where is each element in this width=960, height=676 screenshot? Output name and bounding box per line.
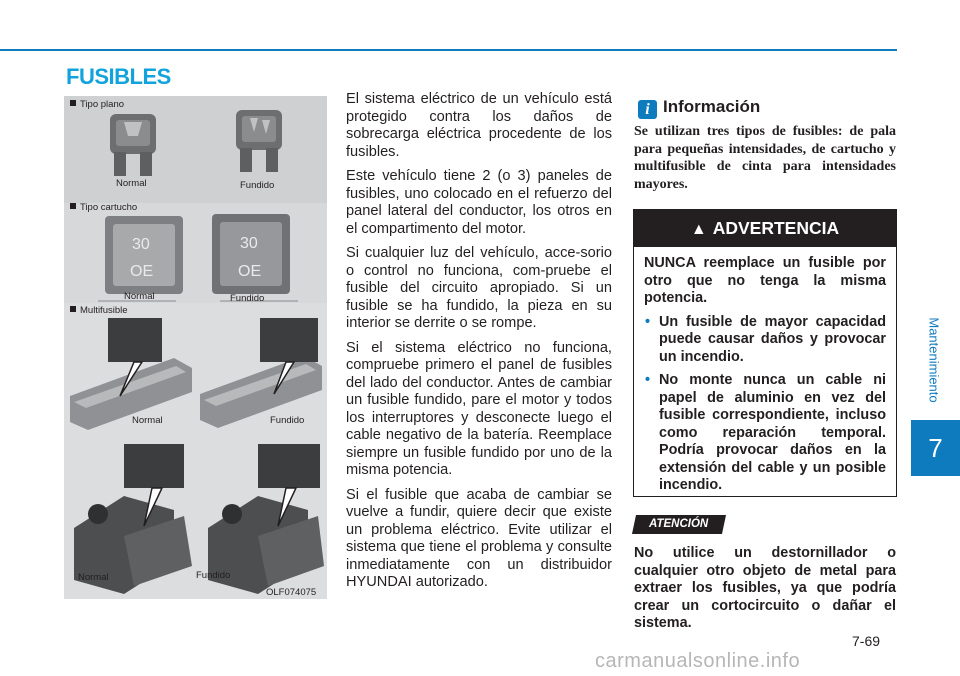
multi-fuse-caption: Multifusible [70, 305, 128, 316]
body-paragraph: Si cualquier luz del vehículo, acce-sorio o control no funciona, com-pruebe el fusible del circuito apropiado. Si un fusible se ha fundido, la pieza en su interior se derrite o se rompe. [346, 245, 612, 331]
caution-text: No utilice un destornillador o cualquier otro objeto de metal para extraer los fusibles, ya que podría crear un cortocircuito o dañar el sistema. [634, 545, 896, 631]
flat-blown-label: Fundido [240, 180, 275, 191]
flat-fuse-blown-icon [236, 110, 282, 172]
svg-text:OE: OE [238, 263, 262, 280]
cartridge-fuse-normal-icon [105, 216, 183, 294]
fuse-types-figure [64, 96, 327, 599]
flat-fuse-normal-icon [110, 114, 156, 176]
warning-box [633, 209, 897, 497]
body-paragraph: Si el sistema eléctrico no funciona, compruebe primero el panel de fusibles del lado del conductor. Antes de cambiar un fusible fundido, pare el motor y todos los interruptores y desconecte luego el cable negativo de la batería. Reemplace siempre un fusible fundido por uno de la misma potencia. [346, 339, 612, 478]
cartridge-normal-label: Normal [124, 291, 155, 302]
cartridge-blown-label: Fundido [230, 293, 265, 304]
chapter-label: Mantenimiento [926, 317, 942, 403]
multi-normal-label: Normal [132, 415, 163, 426]
body-paragraph: El sistema eléctrico de un vehículo está protegido contra los daños de sobrecarga eléctrica procedente de los fusibles. [346, 91, 612, 160]
multi-fuse-blown-icon [200, 318, 322, 428]
header-rule [0, 49, 897, 51]
cartridge-fuse-caption: Tipo cartucho [70, 202, 137, 213]
cartridge-fuse-blown-icon [212, 214, 290, 294]
warning-item: • Un fusible de mayor capacidad puede causar daños y provocar un incendio. [645, 313, 886, 365]
body-paragraph: Si el fusible que acaba de cambiar se vuelve a fundir, quiere decir que existe un problema eléctrico. Evite utilizar el sistema que tiene el problema y consulte inmediatamente con un distribuidor HYUNDAI autorizado. [346, 486, 612, 590]
svg-text:30: 30 [240, 235, 258, 252]
info-text: Se utilizan tres tipos de fusibles: de pala para pequeñas intensidades, de cartucho y multifusible de cinta para intensidades mayores. [634, 124, 896, 192]
multi-blown-label: Fundido [270, 415, 305, 426]
page-title: FUSIBLES [66, 64, 171, 89]
chapter-tab: 7 [911, 420, 960, 476]
warning-triangle-icon: ▲ [690, 221, 707, 238]
block-normal-label: Normal [78, 572, 109, 583]
watermark: carmanualsonline.info [595, 650, 801, 672]
warning-intro: NUNCA reemplace un fusible por otro que no tenga la misma potencia. [644, 255, 886, 306]
flat-normal-label: Normal [116, 178, 147, 189]
fuse-illustrations [64, 96, 327, 599]
figure-code: OLF074075 [266, 587, 317, 598]
svg-text:OE: OE [130, 263, 154, 280]
body-paragraph: Este vehículo tiene 2 (o 3) paneles de fusibles, uno colocado en el refuerzo del panel lateral del conductor, los otros en el compartimento del motor. [346, 168, 612, 237]
svg-text:30: 30 [132, 236, 150, 253]
info-icon: i [638, 100, 657, 119]
warning-item: • No monte nunca un cable ni papel de aluminio en vez del fusible correspondiente, incluso como reparación temporal. Podría provocar daños en la extensión del cable y un posible incendio. [645, 372, 886, 493]
page-number: 7-69 [852, 633, 881, 649]
info-heading: i Información [638, 97, 760, 119]
flat-fuse-caption: Tipo plano [70, 99, 124, 110]
body-text [346, 91, 612, 599]
warning-heading: ▲ ADVERTENCIA [634, 210, 896, 247]
multi-fuse-normal-icon [70, 318, 192, 430]
block-blown-label: Fundido [196, 570, 231, 581]
caution-label: ATENCIÓN [632, 515, 726, 534]
